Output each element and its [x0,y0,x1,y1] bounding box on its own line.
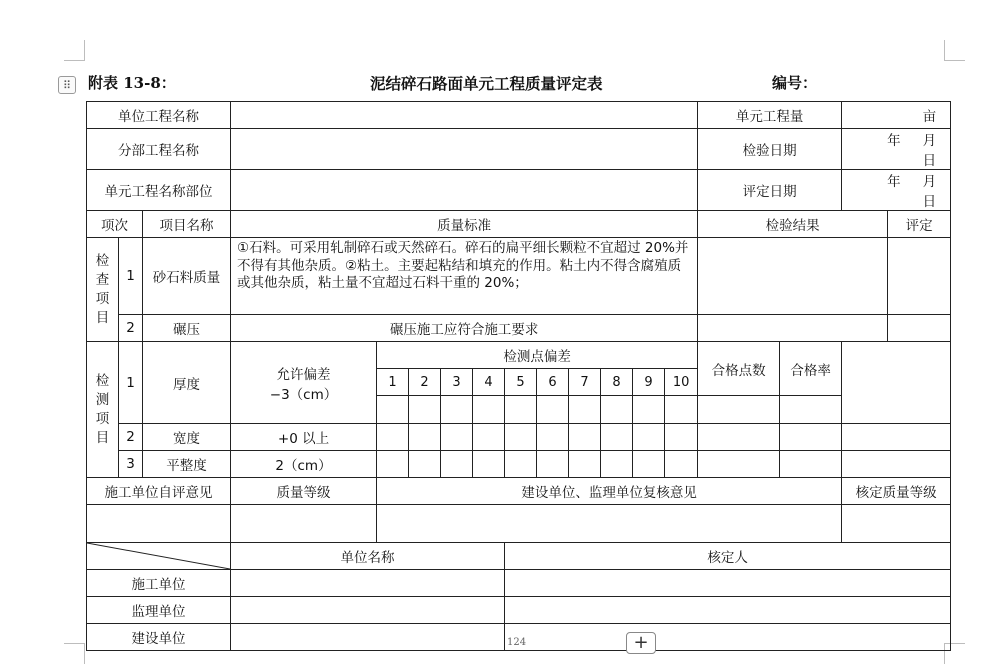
signoff-unit-name-value[interactable] [231,597,505,624]
point-value-cell[interactable] [537,451,569,478]
page-corner-mark [944,40,965,61]
point-value-cell[interactable] [441,424,473,451]
check-item-rating[interactable] [888,315,951,342]
signoff-row-label: 施工单位 [87,570,231,597]
measure-items-group-label: 检 测 项 目 [87,342,119,478]
measure-rating-cell[interactable] [842,424,951,451]
point-value-cell[interactable] [569,424,601,451]
point-value-cell[interactable] [505,396,537,424]
point-value-cell[interactable] [569,451,601,478]
code-label: 编号： [772,74,818,92]
point-value-cell[interactable] [473,424,505,451]
point-value-cell[interactable] [601,451,633,478]
owner-supervisor-review-label: 建设单位、监理单位复核意见 [377,478,842,505]
point-value-cell[interactable] [569,396,601,424]
point-value-cell[interactable] [473,451,505,478]
month-label: 月 [922,133,937,149]
pass-rate-cell[interactable] [780,396,842,424]
unit-name-header: 单位名称 [231,543,505,570]
signoff-row-label: 建设单位 [87,624,231,651]
point-value-cell[interactable] [505,451,537,478]
pass-rate-cell[interactable] [780,451,842,478]
unit-project-name-value[interactable] [231,102,698,129]
point-value-cell[interactable] [665,396,698,424]
point-value-cell[interactable] [473,396,505,424]
deviation-header: 检测点偏差 [377,342,698,369]
measure-item-no: 2 [119,424,143,451]
measure-item-tolerance [231,342,377,424]
point-value-cell[interactable] [537,424,569,451]
page-corner-mark [64,643,85,664]
day-label: 日 [922,153,937,169]
sub-project-name-value[interactable] [231,129,698,170]
check-item-no: 1 [119,238,143,315]
verifier-header: 核定人 [505,543,951,570]
point-value-cell[interactable] [409,451,441,478]
point-value-cell[interactable] [633,424,665,451]
measure-item-no: 3 [119,451,143,478]
measure-rating-cell[interactable] [842,342,951,424]
quality-standard-header: 质量标准 [231,211,698,238]
signoff-unit-name-value[interactable] [231,624,505,651]
pass-rate-cell[interactable] [780,424,842,451]
quality-grade-value[interactable] [231,505,377,543]
point-header: 7 [569,369,601,396]
point-header: 8 [601,369,633,396]
point-value-cell[interactable] [441,451,473,478]
measure-item-name: 平整度 [143,451,231,478]
point-value-cell[interactable] [537,396,569,424]
check-item-name: 砂石料质量 [143,238,231,315]
measure-item-name: 厚度 [143,342,231,424]
measure-item-name: 宽度 [143,424,231,451]
point-header: 2 [409,369,441,396]
year-label: 年 [887,174,901,190]
item-name-header: 项目名称 [143,211,231,238]
verified-grade-value[interactable] [842,505,951,543]
tolerance-value: −3（cm） [269,386,338,403]
page-corner-mark [64,40,85,61]
unit-quantity-unit: 亩 [922,109,937,125]
qualified-count-cell[interactable] [698,396,780,424]
point-header: 4 [473,369,505,396]
page-number: 124 [507,637,527,648]
assessment-date-label: 评定日期 [698,170,842,211]
point-value-cell[interactable] [633,451,665,478]
point-value-cell[interactable] [601,424,633,451]
inspection-date-label: 检验日期 [698,129,842,170]
measure-rating-cell[interactable] [842,451,951,478]
check-item-standard: 碾压施工应符合施工要求 [231,315,698,342]
point-header: 9 [633,369,665,396]
point-value-cell[interactable] [441,396,473,424]
quality-assessment-table [86,101,951,651]
appendix-label: 附表 13-8： [88,74,176,92]
page-title: 泥结碎石路面单元工程质量评定表 [370,74,603,93]
inspection-result-header: 检验结果 [698,211,888,238]
assessment-date-value[interactable] [842,170,951,211]
unit-name-location-label: 单元工程名称部位 [87,170,231,211]
point-value-cell[interactable] [377,451,409,478]
year-label: 年 [887,133,901,149]
point-value-cell[interactable] [505,424,537,451]
point-value-cell[interactable] [633,396,665,424]
diagonal-header-cell [87,543,231,570]
point-value-cell[interactable] [665,451,698,478]
point-value-cell[interactable] [409,424,441,451]
owner-supervisor-review-value[interactable] [377,505,842,543]
table-move-handle-icon[interactable]: ⠿ [58,76,76,94]
measure-item-tolerance: 2（cm） [231,451,377,478]
point-header: 3 [441,369,473,396]
point-value-cell[interactable] [409,396,441,424]
sub-project-name-label: 分部工程名称 [87,129,231,170]
signoff-verifier-value[interactable] [505,597,951,624]
signoff-verifier-value[interactable] [505,624,951,651]
check-item-standard: ①石料。可采用轧制碎石或天然碎石。碎石的扁平细长颗粒不宜超过 20%并不得有其他杂质。②粘土。主要起粘结和填充的作用。粘土内不得含腐殖质或其他杂质，粘土量不宜超过石料干重的 20%； [231,238,698,315]
check-item-rating[interactable] [888,238,951,315]
verified-grade-label: 核定质量等级 [842,478,951,505]
add-button[interactable]: + [626,632,656,654]
unit-name-location-value[interactable] [231,170,698,211]
unit-project-name-label: 单位工程名称 [87,102,231,129]
signoff-row-label: 监理单位 [87,597,231,624]
qualified-count-header: 合格点数 [698,342,780,396]
check-item-result[interactable] [698,238,888,315]
contractor-self-opinion-label: 施工单位自评意见 [87,478,231,505]
pass-rate-header: 合格率 [780,342,842,396]
point-header: 1 [377,369,409,396]
signoff-unit-name-value[interactable] [231,570,505,597]
quality-grade-label: 质量等级 [231,478,377,505]
day-label: 日 [922,194,937,210]
rating-header: 评定 [888,211,951,238]
month-label: 月 [922,174,937,190]
check-item-name: 碾压 [143,315,231,342]
contractor-self-opinion-value[interactable] [87,505,231,543]
inspection-date-value[interactable] [842,129,951,170]
check-item-no: 2 [119,315,143,342]
point-value-cell[interactable] [377,396,409,424]
qualified-count-cell[interactable] [698,424,780,451]
point-value-cell[interactable] [601,396,633,424]
measure-item-tolerance: +0 以上 [231,424,377,451]
point-value-cell[interactable] [377,424,409,451]
diagonal-line [87,543,230,569]
point-header: 5 [505,369,537,396]
signoff-verifier-value[interactable] [505,570,951,597]
qualified-count-cell[interactable] [698,451,780,478]
allow-deviation-label: 允许偏差 [276,366,331,383]
unit-quantity-value[interactable] [842,102,951,129]
measure-item-no: 1 [119,342,143,424]
unit-quantity-label: 单元工程量 [698,102,842,129]
point-header: 10 [665,369,698,396]
check-items-group-label: 检 查 项 目 [87,238,119,342]
check-item-result[interactable] [698,315,888,342]
point-header: 6 [537,369,569,396]
point-value-cell[interactable] [665,424,698,451]
item-no-header: 项次 [87,211,143,238]
